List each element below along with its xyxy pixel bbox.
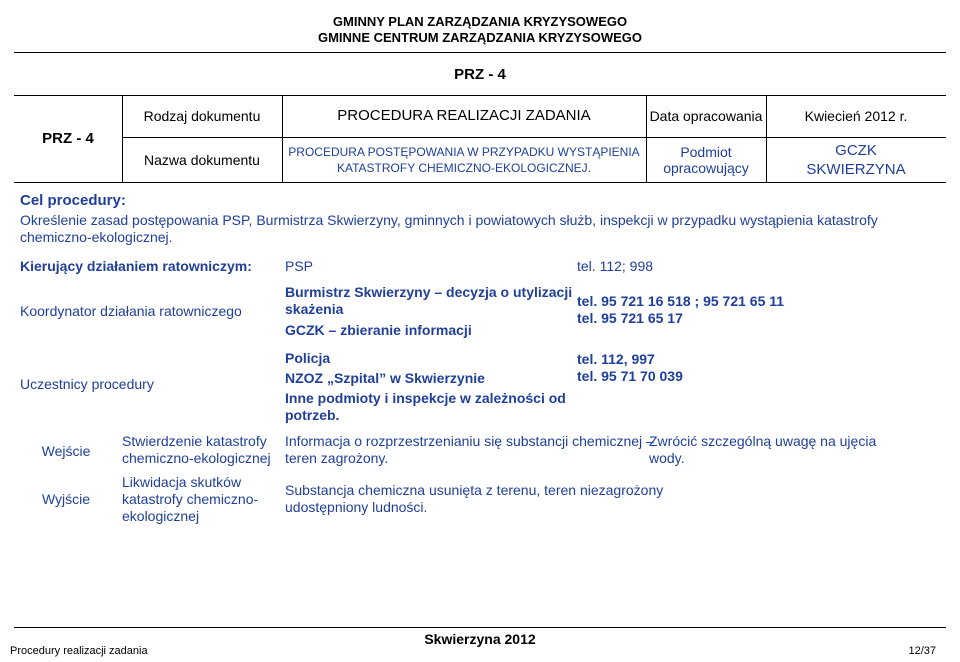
podmiot-value-line-1: GCZK bbox=[835, 141, 877, 159]
wejscie-description-line-1: Informacja o rozprzestrzenianiu się substancji chemicznej – bbox=[285, 433, 654, 449]
footer-section-name: Procedury realizacji zadania bbox=[10, 645, 148, 657]
koordynator-details bbox=[285, 284, 572, 339]
wyjscie-description-line-2: udostępniony ludności. bbox=[285, 499, 428, 515]
wejscie-description bbox=[285, 433, 654, 467]
cel-label: Cel procedury: bbox=[20, 192, 126, 209]
uczestnicy-tel-1: tel. 112, 997 bbox=[577, 351, 655, 367]
wejscie-note-line-1: Zwrócić szczególną uwagę na ujęcia bbox=[649, 433, 877, 449]
kierujacy-tel: tel. 112; 998 bbox=[577, 258, 654, 274]
header-divider bbox=[14, 52, 946, 53]
cel-text bbox=[20, 212, 940, 246]
uczestnicy-phones bbox=[577, 351, 683, 385]
wejscie-description-line-2: teren zagrożony. bbox=[285, 450, 389, 466]
cel-text-line-2: chemiczno-ekologicznej. bbox=[20, 229, 173, 245]
header-line-1: GMINNY PLAN ZARZĄDZANIA KRYZYSOWEGO bbox=[332, 14, 628, 29]
wyjscie-description bbox=[285, 482, 663, 516]
uczestnicy-details bbox=[285, 350, 566, 424]
podmiot-label-line-1: Podmiot bbox=[680, 143, 732, 160]
wejscie-condition-line-1: Stwierdzenie katastrofy bbox=[122, 433, 267, 449]
nazwa-value-line-2: KATASTROFY CHEMICZNO-EKOLOGICZNEJ. bbox=[336, 160, 592, 175]
wejscie-note-line-2: wody. bbox=[649, 450, 685, 466]
data-value: Kwiecień 2012 r. bbox=[804, 108, 908, 124]
footer-divider bbox=[14, 627, 946, 628]
rodzaj-label: Rodzaj dokumentu bbox=[143, 108, 261, 124]
wyjscie-condition-line-2: katastrofy chemiczno- bbox=[122, 491, 259, 507]
nazwa-value-line-1: PROCEDURA POSTĘPOWANIA W PRZYPADKU WYSTĄPIENIA bbox=[288, 144, 640, 159]
wyjscie-condition-line-3: ekologicznej bbox=[122, 508, 200, 524]
podmiot-value-line-2: SKWIERZYNA bbox=[806, 160, 906, 178]
koordynator-phones bbox=[577, 293, 784, 327]
nazwa-value bbox=[282, 137, 646, 182]
footer-location-year: Skwierzyna 2012 bbox=[424, 631, 536, 647]
koordynator-label: Koordynator działania ratowniczego bbox=[20, 303, 242, 319]
header-line-2: GMINNE CENTRUM ZARZĄDZANIA KRYZYSOWEGO bbox=[317, 30, 643, 45]
koordynator-line-3: GCZK – zbieranie informacji bbox=[285, 322, 472, 338]
koordynator-line-1: Burmistrz Skwierzyny – decyzja o utylizacji bbox=[285, 284, 573, 300]
uczestnicy-line-4: potrzeb. bbox=[285, 407, 340, 423]
koordynator-tel-1: tel. 95 721 16 518 ; 95 721 65 11 bbox=[577, 293, 785, 309]
document-code-title: PRZ - 4 bbox=[454, 66, 506, 83]
koordynator-line-2: skażenia bbox=[285, 301, 344, 317]
uczestnicy-label: Uczestnicy procedury bbox=[20, 376, 154, 392]
cel-text-line-1: Określenie zasad postępowania PSP, Burmistrza Skwierzyny, gminnych i powiatowych służb, inspekcji w przypadku wystąpienia katastrofy bbox=[20, 212, 878, 228]
uczestnicy-tel-2: tel. 95 71 70 039 bbox=[577, 368, 683, 384]
podmiot-value bbox=[766, 137, 946, 182]
data-label: Data opracowania bbox=[649, 108, 763, 124]
uczestnicy-line-1: Policja bbox=[285, 350, 331, 366]
koordynator-tel-2: tel. 95 721 65 17 bbox=[577, 310, 683, 326]
podmiot-label-line-2: opracowujący bbox=[663, 159, 749, 176]
kierujacy-label: Kierujący działaniem ratowniczym: bbox=[20, 258, 252, 274]
meta-table-bottom-border bbox=[14, 182, 946, 183]
wejscie-condition bbox=[122, 433, 271, 467]
nazwa-label: Nazwa dokumentu bbox=[144, 151, 260, 168]
wyjscie-condition bbox=[122, 474, 258, 525]
wejscie-condition-line-2: chemiczno-ekologicznej bbox=[122, 450, 271, 466]
uczestnicy-line-3: Inne podmioty i inspekcje w zależności od bbox=[285, 390, 566, 406]
rodzaj-value: PROCEDURA REALIZACJI ZADANIA bbox=[337, 107, 591, 124]
wejscie-label: Wejście bbox=[41, 443, 91, 459]
kierujacy-value: PSP bbox=[285, 258, 314, 274]
wyjscie-condition-line-1: Likwidacja skutków bbox=[122, 474, 242, 490]
wejscie-note bbox=[649, 433, 876, 467]
podmiot-label bbox=[646, 137, 766, 182]
meta-code: PRZ - 4 bbox=[42, 129, 94, 147]
wyjscie-label: Wyjście bbox=[41, 491, 91, 507]
uczestnicy-line-2: NZOZ „Szpital” w Skwierzynie bbox=[285, 370, 485, 386]
footer-page-number: 12/37 bbox=[908, 645, 936, 657]
wyjscie-description-line-1: Substancja chemiczna usunięta z terenu, teren niezagrożony bbox=[285, 482, 664, 498]
document-header bbox=[0, 14, 960, 46]
